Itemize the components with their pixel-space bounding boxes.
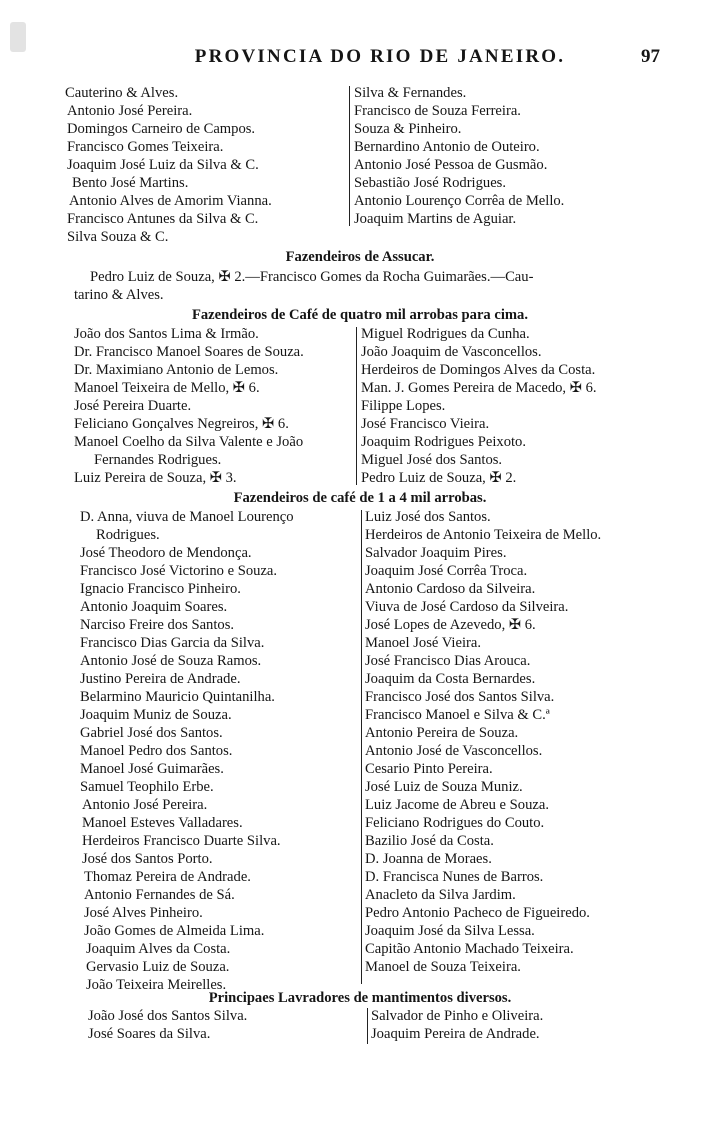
column-divider	[361, 510, 362, 984]
list-entry-left: João Teixeira Meirelles.	[86, 977, 227, 993]
list-entry-left: Samuel Teophilo Erbe.	[80, 779, 214, 795]
list-entry-right: Filippe Lopes.	[361, 398, 446, 414]
list-entry-left: João dos Santos Lima & Irmão.	[74, 326, 259, 342]
list-entry-left: Silva Souza & C.	[67, 229, 169, 245]
list-entry-left: José Soares da Silva.	[88, 1026, 211, 1042]
list-entry-left: Manoel Pedro dos Santos.	[80, 743, 233, 759]
list-entry-right: Joaquim da Costa Bernardes.	[365, 671, 536, 687]
list-entry-right: João Joaquim de Vasconcellos.	[361, 344, 542, 360]
list-entry-left: Francisco Gomes Teixeira.	[67, 139, 224, 155]
list-entry-right: Francisco José dos Santos Silva.	[365, 689, 555, 705]
section-heading-cafe-large: Fazendeiros de Café de quatro mil arrobas para cima.	[191, 307, 529, 323]
list-entry-right: Antonio Pereira de Souza.	[365, 725, 519, 741]
list-entry-right: Antonio José de Vasconcellos.	[365, 743, 543, 759]
running-title: PROVINCIA DO RIO DE JANEIRO.	[194, 46, 566, 67]
list-entry-right: José Francisco Vieira.	[361, 416, 490, 432]
list-entry-right: Francisco Manoel e Silva & C.ª	[365, 707, 550, 723]
paper-speck	[10, 22, 26, 52]
list-entry-left: Dr. Maximiano Antonio de Lemos.	[74, 362, 279, 378]
list-entry-right: Joaquim Rodrigues Peixoto.	[361, 434, 526, 450]
list-entry-left: Feliciano Gonçalves Negreiros, ✠ 6.	[74, 416, 289, 432]
list-entry-left: José Alves Pinheiro.	[84, 905, 203, 921]
list-entry-left: Antonio José Pereira.	[67, 103, 193, 119]
list-entry-left: Bento José Martins.	[72, 175, 189, 191]
list-entry-right: Antonio Lourenço Corrêa de Mello.	[354, 193, 565, 209]
section-heading-lavradores: Principaes Lavradores de mantimentos diversos.	[208, 990, 512, 1006]
list-entry-left: Justino Pereira de Andrade.	[80, 671, 241, 687]
list-entry-left: Francisco Dias Garcia da Silva.	[80, 635, 265, 651]
list-entry-left: José Pereira Duarte.	[74, 398, 192, 414]
list-entry-left: Domingos Carneiro de Campos.	[67, 121, 256, 137]
list-entry-right: Souza & Pinheiro.	[354, 121, 462, 137]
list-entry-left: Thomaz Pereira de Andrade.	[84, 869, 251, 885]
list-entry-right: Viuva de José Cardoso da Silveira.	[365, 599, 569, 615]
list-entry-left: Gervasio Luiz de Souza.	[86, 959, 230, 975]
list-entry-right: Luiz Jacome de Abreu e Souza.	[365, 797, 549, 813]
list-entry-right: Miguel José dos Santos.	[361, 452, 503, 468]
list-entry-right: Bernardino Antonio de Outeiro.	[354, 139, 540, 155]
list-entry-left: D. Anna, viuva de Manoel Lourenço	[80, 509, 294, 525]
list-entry-right: D. Francisca Nunes de Barros.	[365, 869, 544, 885]
list-entry-right: Feliciano Rodrigues do Couto.	[365, 815, 545, 831]
paragraph-line: tarino & Alves.	[74, 287, 164, 303]
list-entry-right: Pedro Antonio Pacheco de Figueiredo.	[365, 905, 590, 921]
list-entry-right: Manoel de Souza Teixeira.	[365, 959, 521, 975]
list-entry-left: Antonio José Pereira.	[82, 797, 208, 813]
list-entry-right: Anacleto da Silva Jardim.	[365, 887, 516, 903]
column-divider	[349, 86, 350, 226]
list-entry-left: Belarmino Mauricio Quintanilha.	[80, 689, 275, 705]
list-entry-left: Ignacio Francisco Pinheiro.	[80, 581, 241, 597]
column-divider	[367, 1008, 368, 1044]
section-heading-assucar: Fazendeiros de Assucar.	[285, 249, 435, 265]
list-entry-right: Bazilio José da Costa.	[365, 833, 494, 849]
page-header	[60, 46, 660, 76]
list-entry-right: Pedro Luiz de Souza, ✠ 2.	[361, 470, 517, 486]
list-entry-left: Francisco José Victorino e Souza.	[80, 563, 278, 579]
list-entry-left: João José dos Santos Silva.	[88, 1008, 248, 1024]
list-entry-right: Antonio Cardoso da Silveira.	[365, 581, 536, 597]
list-entry-right: Joaquim José Corrêa Troca.	[365, 563, 528, 579]
list-entry-left: Cauterino & Alves.	[65, 85, 179, 101]
list-entry-right: José Lopes de Azevedo, ✠ 6.	[365, 617, 536, 633]
list-entry-left: Joaquim Muniz de Souza.	[80, 707, 232, 723]
list-entry-left: Manoel Teixeira de Mello, ✠ 6.	[74, 380, 260, 396]
list-entry-left: Luiz Pereira de Souza, ✠ 3.	[74, 470, 237, 486]
column-divider	[356, 327, 357, 485]
list-entry-left: Fernandes Rodrigues.	[94, 452, 222, 468]
list-entry-left: João Gomes de Almeida Lima.	[84, 923, 265, 939]
list-entry-right: José Luiz de Souza Muniz.	[365, 779, 523, 795]
list-entry-right: Antonio José Pessoa de Gusmão.	[354, 157, 548, 173]
list-entry-left: Antonio Alves de Amorim Vianna.	[69, 193, 272, 209]
list-entry-left: Antonio José de Souza Ramos.	[80, 653, 262, 669]
list-entry-right: Salvador de Pinho e Oliveira.	[371, 1008, 544, 1024]
list-entry-right: Sebastião José Rodrigues.	[354, 175, 507, 191]
list-entry-left: José Theodoro de Mendonça.	[80, 545, 252, 561]
list-entry-left: Francisco Antunes da Silva & C.	[67, 211, 259, 227]
list-entry-left: Manoel José Guimarães.	[80, 761, 224, 777]
list-entry-right: D. Joanna de Moraes.	[365, 851, 492, 867]
section-heading-cafe-small: Fazendeiros de café de 1 a 4 mil arrobas.	[233, 490, 487, 506]
list-entry-left: Gabriel José dos Santos.	[80, 725, 223, 741]
list-entry-left: Rodrigues.	[96, 527, 160, 543]
list-entry-right: José Francisco Dias Arouca.	[365, 653, 531, 669]
list-entry-left: José dos Santos Porto.	[82, 851, 213, 867]
list-entry-left: Antonio Joaquim Soares.	[80, 599, 228, 615]
list-entry-left: Manoel Coelho da Silva Valente e João	[74, 434, 304, 450]
list-entry-right: Herdeiros de Antonio Teixeira de Mello.	[365, 527, 602, 543]
list-entry-right: Man. J. Gomes Pereira de Macedo, ✠ 6.	[361, 380, 597, 396]
list-entry-right: Cesario Pinto Pereira.	[365, 761, 493, 777]
list-entry-right: Miguel Rodrigues da Cunha.	[361, 326, 530, 342]
page-number: 97	[641, 46, 660, 67]
list-entry-left: Herdeiros Francisco Duarte Silva.	[82, 833, 281, 849]
list-entry-right: Capitão Antonio Machado Teixeira.	[365, 941, 574, 957]
list-entry-right: Silva & Fernandes.	[354, 85, 467, 101]
list-entry-left: Joaquim Alves da Costa.	[86, 941, 231, 957]
list-entry-right: Salvador Joaquim Pires.	[365, 545, 507, 561]
list-entry-left: Joaquim José Luiz da Silva & C.	[67, 157, 259, 173]
list-entry-right: Luiz José dos Santos.	[365, 509, 491, 525]
list-entry-left: Antonio Fernandes de Sá.	[84, 887, 235, 903]
list-entry-right: Francisco de Souza Ferreira.	[354, 103, 521, 119]
paragraph-line: Pedro Luiz de Souza, ✠ 2.—Francisco Gomes da Rocha Guimarães.—Cau-	[90, 269, 534, 285]
list-entry-right: Manoel José Vieira.	[365, 635, 481, 651]
list-entry-right: Joaquim Pereira de Andrade.	[371, 1026, 540, 1042]
list-entry-left: Dr. Francisco Manoel Soares de Souza.	[74, 344, 304, 360]
list-entry-right: Joaquim Martins de Aguiar.	[354, 211, 517, 227]
list-entry-right: Herdeiros de Domingos Alves da Costa.	[361, 362, 596, 378]
list-entry-left: Manoel Esteves Valladares.	[82, 815, 243, 831]
list-entry-left: Narciso Freire dos Santos.	[80, 617, 235, 633]
list-entry-right: Joaquim José da Silva Lessa.	[365, 923, 535, 939]
